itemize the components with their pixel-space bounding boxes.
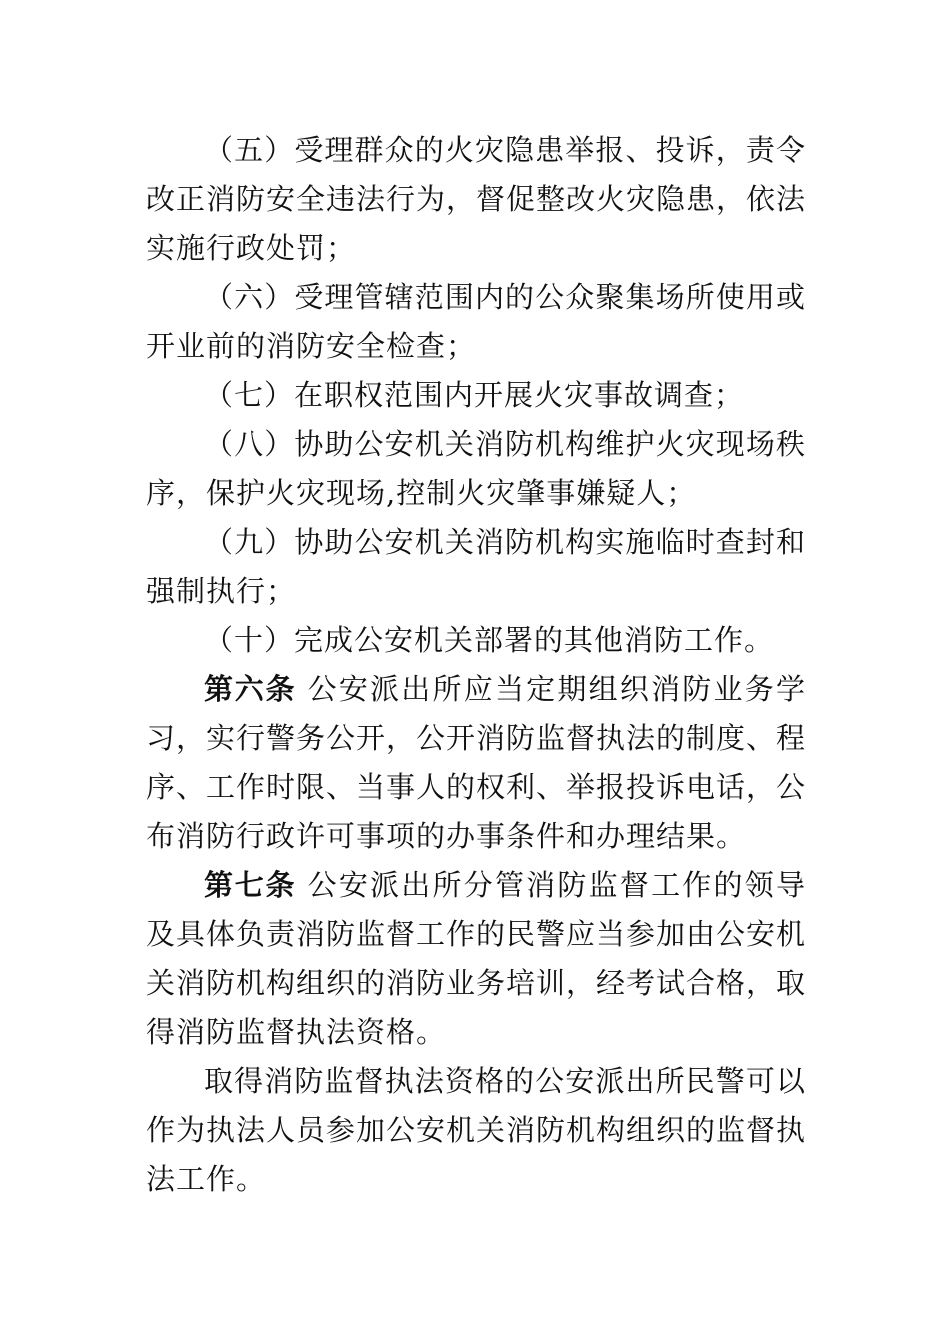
article-6: [146, 665, 806, 861]
article-text: 公安派出所应当定期组织消防业务学习，实行警务公开，公开消防监督执法的制度、程序、工作时限、当事人的权利、举报投诉电话，公布消防行政许可事项的办事条件和办理结果。: [146, 672, 807, 853]
clause-item-7: [146, 371, 806, 420]
clause-item-9: [146, 518, 806, 616]
clause-item-6: [146, 273, 806, 371]
article-7-paragraph-2: [146, 1057, 806, 1204]
clause-text: （五）受理群众的火灾隐患举报、投诉，责令改正消防安全违法行为，督促整改火灾隐患，依法实施行政处罚；: [146, 133, 807, 265]
clause-text: （十）完成公安机关部署的其他消防工作。: [204, 623, 775, 657]
clause-item-5: [146, 126, 806, 273]
clause-item-8: [146, 420, 806, 518]
clause-item-10: [146, 616, 806, 665]
article-text: 取得消防监督执法资格的公安派出所民警可以作为执法人员参加公安机关消防机构组织的监督执法工作。: [146, 1064, 807, 1196]
article-number: 第七条: [204, 868, 297, 902]
article-text: 公安派出所分管消防监督工作的领导及具体负责消防监督工作的民警应当参加由公安机关消防机构组织的消防业务培训，经考试合格，取得消防监督执法资格。: [146, 868, 807, 1049]
clause-text: （七）在职权范围内开展火灾事故调查；: [204, 378, 745, 412]
clause-text: （九）协助公安机关消防机构实施临时查封和强制执行；: [146, 525, 806, 608]
article-7: [146, 861, 806, 1057]
clause-text: （八）协助公安机关消防机构维护火灾现场秩序，保护火灾现场,控制火灾肇事嫌疑人；: [146, 427, 806, 510]
article-number: 第六条: [204, 672, 297, 706]
clause-text: （六）受理管辖范围内的公众聚集场所使用或开业前的消防安全检查；: [146, 280, 806, 363]
document-body: [146, 126, 806, 1204]
